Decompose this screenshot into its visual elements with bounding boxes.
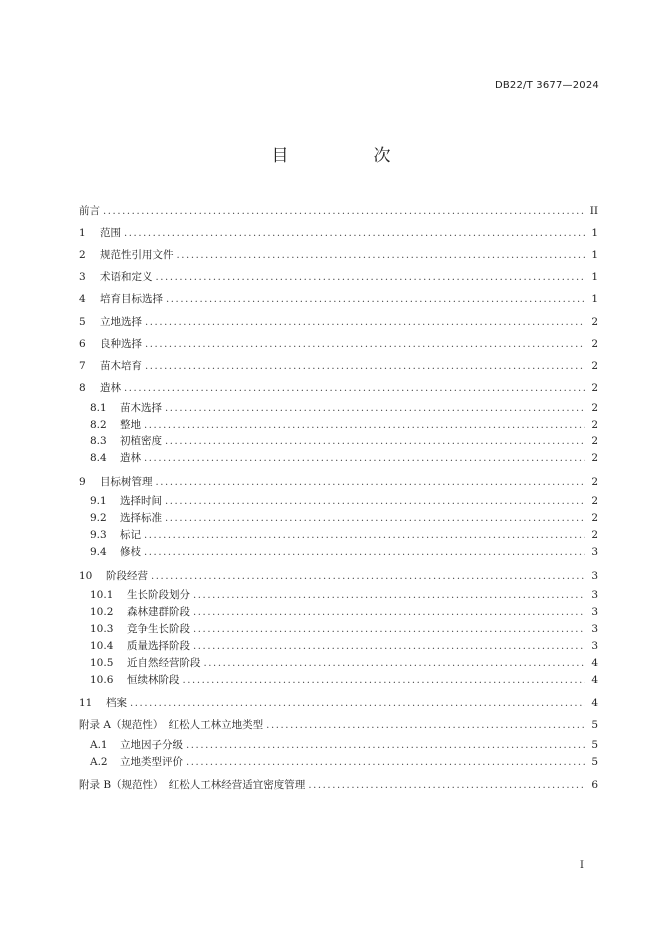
toc-dot-leader: [165, 435, 585, 448]
toc-dot-leader: [165, 512, 585, 525]
toc-entry[interactable]: [79, 638, 598, 655]
toc-dot-leader: [193, 623, 585, 636]
toc-entry-label: 档案: [106, 697, 127, 710]
toc-entry-label: 标记: [120, 529, 141, 542]
toc-dot-leader: [124, 382, 585, 395]
toc-entry-page: 2: [591, 418, 598, 431]
toc-entry-page: 3: [591, 639, 598, 652]
page-title: 目 次: [271, 146, 425, 166]
toc-dot-leader: [144, 529, 585, 542]
toc-entry-page: 5: [591, 755, 598, 768]
toc-entry-page: 2: [591, 337, 598, 350]
toc-entry-label: 修枝: [120, 546, 141, 559]
toc-entry-number: 1: [79, 226, 86, 239]
toc-dot-leader: [103, 205, 585, 218]
toc-entry-number: 9.3: [90, 529, 107, 542]
toc-dot-leader: [165, 402, 585, 415]
toc-entry-number: 3: [79, 271, 86, 284]
toc-entry[interactable]: [79, 604, 598, 621]
toc-entry-number: 9.4: [90, 546, 107, 559]
toc-entry[interactable]: [79, 527, 598, 544]
toc-entry[interactable]: [79, 621, 598, 638]
toc-dot-leader: [144, 546, 585, 559]
toc-entry-label: 目标树管理: [100, 475, 153, 488]
toc-dot-leader: [204, 657, 586, 670]
toc-dot-leader: [166, 293, 585, 306]
toc-entry-label: 生长阶段划分: [127, 589, 190, 602]
toc-entry-label: 造林: [100, 382, 121, 395]
toc-entry-page: 2: [591, 512, 598, 525]
toc-entry-number: 10.4: [90, 639, 114, 652]
toc-entry-page: 2: [591, 452, 598, 465]
toc-entry-page: 6: [591, 779, 598, 792]
toc-entry-label: 立地因子分级: [120, 738, 183, 751]
toc-entry-number: 6: [79, 337, 86, 350]
toc-entry-number: 8: [79, 382, 86, 395]
toc-dot-leader: [156, 476, 586, 489]
toc-entry-page: 1: [591, 248, 598, 261]
toc-entry-label: 附录 A（规范性） 红松人工林立地类型: [79, 719, 264, 732]
toc-entry[interactable]: [79, 565, 598, 587]
toc-entry-label: 选择标准: [120, 512, 162, 525]
toc-dot-leader: [145, 316, 585, 329]
toc-dot-leader: [177, 249, 586, 262]
toc-dot-leader: [124, 227, 585, 240]
toc-entry-label: 立地类型评价: [120, 755, 183, 768]
toc-dot-leader: [145, 360, 585, 373]
toc-entry-label: 培育目标选择: [100, 293, 163, 306]
toc-dot-leader: [144, 452, 585, 465]
toc-dot-leader: [186, 756, 585, 769]
toc-entry-label: 初植密度: [120, 435, 162, 448]
toc-entry-page: 2: [591, 315, 598, 328]
toc-entry[interactable]: [79, 693, 598, 715]
toc-entry[interactable]: [79, 754, 598, 771]
toc-dot-leader: [193, 606, 585, 619]
toc-entry-label: 前言: [79, 204, 100, 217]
toc-dot-leader: [144, 419, 585, 432]
toc-entry-label: 苗木培育: [100, 359, 142, 372]
toc-entry-label: 恒续林阶段: [127, 673, 180, 686]
toc-entry-number: 5: [79, 315, 86, 328]
toc-entry-page: 3: [591, 606, 598, 619]
toc-entry-number: 10.1: [90, 589, 114, 602]
toc-entry-number: 10.3: [90, 622, 114, 635]
toc-entry-number: 9.1: [90, 495, 107, 508]
toc-entry[interactable]: [79, 450, 598, 467]
toc-dot-leader: [183, 674, 586, 687]
toc-dot-leader: [165, 495, 585, 508]
toc-entry[interactable]: [79, 222, 598, 244]
document-code: DB22/T 3677—2024: [494, 80, 599, 91]
toc-entry-label: 近自然经营阶段: [127, 656, 201, 669]
toc-entry[interactable]: [79, 433, 598, 450]
toc-entry-number: 10.2: [90, 606, 114, 619]
toc-entry[interactable]: [79, 510, 598, 527]
toc-entry[interactable]: [79, 737, 598, 754]
toc-entry-number: 10.6: [90, 673, 114, 686]
toc-entry[interactable]: [79, 289, 598, 311]
toc-entry-page: 2: [591, 475, 598, 488]
toc-entry-number: 10.5: [90, 656, 114, 669]
toc-entry[interactable]: [79, 775, 598, 797]
toc-entry[interactable]: [79, 715, 598, 737]
toc-entry[interactable]: [79, 587, 598, 604]
page-number: I: [580, 860, 584, 871]
toc-entry-number: 8.2: [90, 418, 107, 431]
toc-entry-page: 1: [591, 293, 598, 306]
toc-entry[interactable]: [79, 311, 598, 333]
toc-entry-page: 3: [591, 589, 598, 602]
toc-entry-page: 3: [591, 569, 598, 582]
toc-entry-page: 4: [591, 697, 598, 710]
toc-entry-label: 竞争生长阶段: [127, 622, 190, 635]
toc-entry-page: II: [589, 204, 598, 217]
toc-entry-number: 8.1: [90, 401, 107, 414]
toc-entry-number: 11: [79, 697, 93, 710]
table-of-contents: [79, 200, 598, 797]
toc-entry-label: 规范性引用文件: [100, 248, 174, 261]
toc-entry[interactable]: [79, 200, 598, 222]
toc-dot-leader: [193, 589, 585, 602]
toc-entry-page: 3: [591, 546, 598, 559]
toc-entry-label: 造林: [120, 452, 141, 465]
toc-entry-page: 5: [591, 719, 598, 732]
toc-entry-number: 9: [79, 475, 86, 488]
toc-entry-page: 4: [591, 656, 598, 669]
toc-entry-label: 立地选择: [100, 315, 142, 328]
toc-entry-label: 整地: [120, 418, 141, 431]
toc-entry-page: 5: [591, 738, 598, 751]
toc-entry-number: 8.4: [90, 452, 107, 465]
toc-entry[interactable]: [79, 493, 598, 510]
toc-entry-page: 2: [591, 529, 598, 542]
toc-entry[interactable]: [79, 544, 598, 561]
toc-dot-leader: [308, 779, 585, 792]
toc-entry-number: A.2: [90, 755, 108, 768]
toc-entry-page: 1: [591, 226, 598, 239]
toc-entry-number: 4: [79, 293, 86, 306]
toc-entry-label: 森林建群阶段: [127, 606, 190, 619]
toc-entry[interactable]: [79, 400, 598, 417]
toc-entry-label: 质量选择阶段: [127, 639, 190, 652]
toc-dot-leader: [266, 719, 585, 732]
toc-entry-number: A.1: [90, 738, 108, 751]
toc-entry[interactable]: [79, 333, 598, 355]
toc-entry[interactable]: [79, 355, 598, 377]
toc-entry[interactable]: [79, 378, 598, 400]
toc-entry-label: 苗木选择: [120, 401, 162, 414]
toc-entry-number: 8.3: [90, 435, 107, 448]
toc-entry[interactable]: [79, 672, 598, 689]
toc-dot-leader: [193, 640, 585, 653]
toc-entry-page: 2: [591, 382, 598, 395]
toc-entry-page: 2: [591, 401, 598, 414]
toc-entry-page: 2: [591, 495, 598, 508]
toc-entry[interactable]: [79, 471, 598, 493]
toc-entry-label: 阶段经营: [106, 569, 148, 582]
toc-dot-leader: [156, 271, 586, 284]
toc-entry[interactable]: [79, 267, 598, 289]
toc-entry-label: 良种选择: [100, 337, 142, 350]
toc-entry-number: 10: [79, 569, 93, 582]
toc-entry-label: 附录 B（规范性） 红松人工林经营适宜密度管理: [79, 779, 306, 792]
toc-entry[interactable]: [79, 244, 598, 266]
toc-entry-page: 1: [591, 271, 598, 284]
toc-dot-leader: [151, 570, 585, 583]
toc-entry[interactable]: [79, 417, 598, 434]
toc-dot-leader: [186, 739, 585, 752]
toc-entry-page: 4: [591, 673, 598, 686]
toc-dot-leader: [145, 338, 585, 351]
toc-entry-label: 术语和定义: [100, 271, 153, 284]
toc-entry-number: 9.2: [90, 512, 107, 525]
toc-entry-page: 3: [591, 622, 598, 635]
toc-entry-page: 2: [591, 435, 598, 448]
toc-entry-number: 7: [79, 359, 86, 372]
toc-entry[interactable]: [79, 655, 598, 672]
toc-entry-page: 2: [591, 359, 598, 372]
toc-dot-leader: [130, 697, 585, 710]
toc-entry-label: 范围: [100, 226, 121, 239]
toc-entry-label: 选择时间: [120, 495, 162, 508]
toc-entry-number: 2: [79, 248, 86, 261]
